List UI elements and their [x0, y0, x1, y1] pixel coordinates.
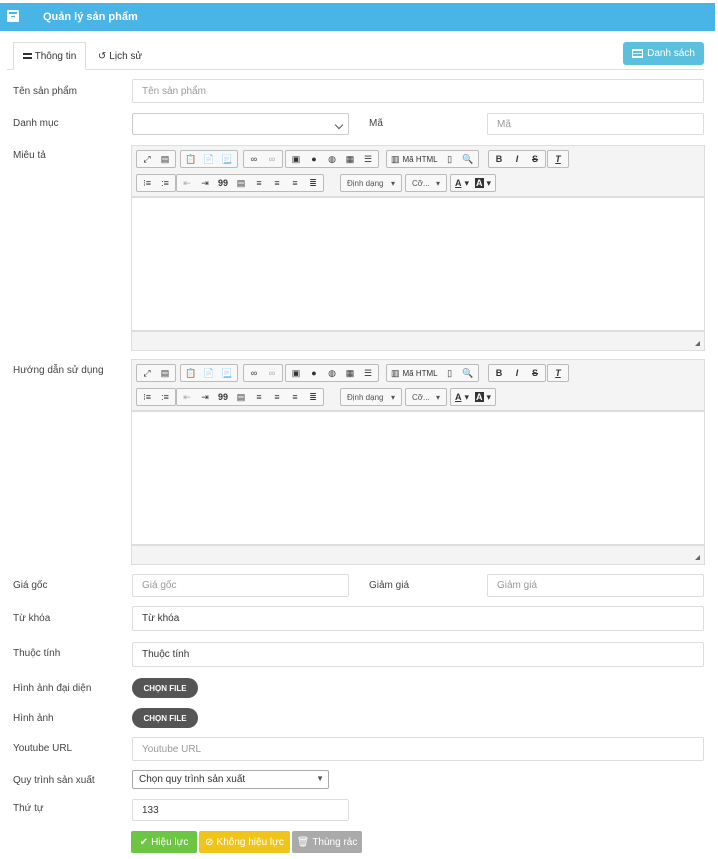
tool-group	[450, 388, 496, 406]
bg-color-button[interactable]: A ▾	[476, 177, 492, 188]
bg-color-icon: A	[476, 178, 483, 188]
editor-statusbar	[131, 545, 705, 565]
code-label: Mã	[369, 118, 383, 129]
description-editor	[131, 145, 705, 351]
images-file-button[interactable]: CHỌN FILE	[132, 708, 198, 728]
flash-icon[interactable]: ●	[311, 368, 317, 378]
paste-word-icon[interactable]: 📃	[221, 367, 233, 378]
text-color-button[interactable]: A ▾	[455, 391, 470, 402]
resize-icon[interactable]	[695, 341, 700, 346]
new-page-icon[interactable]: ▯	[447, 153, 453, 164]
new-page-icon[interactable]: ▯	[447, 367, 453, 378]
show-blocks-icon[interactable]: ▤	[160, 153, 170, 164]
tool-group	[488, 150, 546, 168]
format-label: Định dạng	[347, 392, 384, 402]
bold-button[interactable]: B	[495, 368, 503, 378]
ban-icon: ⊘	[205, 836, 214, 848]
process-select[interactable]	[132, 770, 329, 789]
paste-text-icon[interactable]: 📄	[203, 153, 215, 164]
bg-color-button[interactable]: A ▾	[476, 391, 492, 402]
div-icon[interactable]: ▤	[236, 391, 246, 402]
inactive-label: Không hiệu lực	[216, 836, 284, 848]
check-icon: ✔	[139, 836, 149, 848]
numbered-list-icon[interactable]: ⁝≡	[142, 391, 152, 402]
caret-down-icon: ▾	[390, 178, 395, 188]
maximize-icon[interactable]: ⤢	[143, 367, 151, 378]
keywords-label: Từ khóa	[13, 613, 51, 624]
page-title: Quản lý sản phẩm	[43, 11, 138, 23]
text-color-icon: A	[455, 392, 462, 402]
indent-icon[interactable]: ⇥	[201, 177, 209, 188]
table-icon[interactable]: ▦	[345, 367, 355, 378]
trash-icon: 🗑	[296, 836, 310, 848]
align-center-icon[interactable]: ≡	[274, 392, 280, 402]
caret-down-icon: ▾	[435, 178, 440, 188]
table-icon	[632, 49, 643, 58]
preview-icon[interactable]: 🔍	[462, 367, 474, 378]
tool-group	[180, 150, 238, 168]
name-label: Tên sản phẩm	[13, 86, 77, 97]
blockquote-button[interactable]: 99	[217, 392, 228, 402]
box-icon	[7, 10, 19, 22]
text-color-icon: A	[455, 178, 462, 188]
process-value: Chọn quy trình sản xuất	[139, 774, 246, 785]
strike-button[interactable]: S	[531, 368, 538, 378]
source-icon: ▥	[391, 153, 400, 164]
bg-color-icon: A	[476, 392, 483, 402]
tool-group	[488, 364, 546, 382]
remove-format-icon[interactable]: T	[555, 154, 561, 164]
tool-group	[176, 174, 324, 192]
align-right-icon[interactable]: ≡	[292, 178, 298, 188]
unlink-icon[interactable]: ∞	[268, 368, 276, 378]
editor-toolbar	[131, 359, 705, 411]
price-label: Giá gốc	[13, 580, 48, 591]
text-color-button[interactable]: A ▾	[455, 177, 470, 188]
remove-format-icon[interactable]: T	[555, 368, 561, 378]
source-label: Mã HTML	[402, 368, 438, 378]
indent-icon[interactable]: ⇥	[201, 391, 209, 402]
link-icon[interactable]: ∞	[250, 368, 258, 378]
tool-group	[136, 388, 176, 406]
italic-button[interactable]: I	[515, 368, 519, 378]
name-input[interactable]: Tên sản phẩm	[132, 79, 704, 103]
discount-label: Giảm giá	[369, 580, 410, 591]
size-label: Cỡ...	[412, 178, 430, 188]
align-center-icon[interactable]: ≡	[274, 178, 280, 188]
source-button[interactable]	[388, 151, 441, 167]
size-dropdown[interactable]	[405, 174, 447, 192]
inactive-button[interactable]	[199, 831, 290, 853]
format-label: Định dạng	[347, 178, 384, 188]
process-label: Quy trình sản xuất	[13, 775, 95, 786]
attributes-input[interactable]: Thuộc tính	[132, 642, 704, 667]
caret-down-icon: ▼	[316, 774, 324, 783]
show-blocks-icon[interactable]: ▤	[160, 367, 170, 378]
active-button[interactable]	[131, 831, 197, 853]
description-label: Miêu tả	[13, 150, 46, 161]
outdent-icon[interactable]: ⇤	[183, 177, 191, 188]
maximize-icon[interactable]: ⤢	[143, 153, 151, 164]
caret-down-icon: ▾	[390, 392, 395, 402]
size-label: Cỡ...	[412, 392, 430, 402]
list-button-label: Danh sách	[647, 48, 695, 59]
tool-group	[243, 150, 283, 168]
preview-icon[interactable]: 🔍	[462, 153, 474, 164]
italic-button[interactable]: I	[515, 154, 519, 164]
tool-group	[243, 364, 283, 382]
div-icon[interactable]: ▤	[236, 177, 246, 188]
link-icon[interactable]: ∞	[250, 154, 258, 164]
tool-group	[285, 364, 379, 382]
format-dropdown[interactable]	[340, 174, 402, 192]
description-content[interactable]	[131, 197, 705, 331]
strike-button[interactable]: S	[531, 154, 538, 164]
thumbnail-file-button[interactable]: CHỌN FILE	[132, 678, 198, 698]
resize-icon[interactable]	[695, 555, 700, 560]
tool-group	[547, 150, 569, 168]
tab-info-label: Thông tin	[34, 50, 77, 62]
align-left-icon[interactable]: ≡	[256, 178, 262, 188]
tool-group	[547, 364, 569, 382]
chevron-down-icon	[335, 121, 343, 129]
panel-header	[0, 3, 715, 31]
discount-input[interactable]: Giảm giá	[487, 574, 704, 597]
youtube-input[interactable]: Youtube URL	[132, 737, 704, 761]
history-icon: ↺	[97, 50, 107, 62]
active-label: Hiệu lực	[151, 836, 189, 848]
flash-icon[interactable]: ●	[311, 154, 317, 164]
caret-down-icon: ▾	[435, 392, 440, 402]
source-label: Mã HTML	[402, 154, 438, 164]
guide-label: Hướng dẫn sử dụng	[13, 365, 104, 376]
format-dropdown[interactable]	[340, 388, 402, 406]
price-input[interactable]: Giá gốc	[132, 574, 349, 597]
outdent-icon[interactable]: ⇤	[183, 391, 191, 402]
source-button[interactable]	[388, 365, 441, 381]
tab-history[interactable]	[90, 42, 150, 70]
trash-button[interactable]	[292, 831, 362, 853]
tool-group	[136, 174, 176, 192]
bulleted-list-icon[interactable]: :≡	[161, 392, 169, 402]
unlink-icon[interactable]: ∞	[268, 154, 276, 164]
keywords-input[interactable]: Từ khóa	[132, 606, 704, 631]
source-icon: ▥	[391, 367, 400, 378]
guide-editor	[131, 359, 705, 565]
order-input[interactable]: 133	[132, 799, 349, 821]
guide-content[interactable]	[131, 411, 705, 545]
tool-group	[176, 388, 324, 406]
align-right-icon[interactable]: ≡	[292, 392, 298, 402]
tool-group	[285, 150, 379, 168]
tab-history-label: Lịch sử	[109, 50, 143, 62]
tab-info[interactable]	[13, 42, 86, 70]
paste-icon[interactable]: 📋	[185, 367, 197, 378]
order-label: Thứ tự	[13, 803, 44, 814]
justify-icon[interactable]: ≣	[309, 177, 317, 188]
tool-group	[136, 364, 176, 382]
editor-toolbar	[131, 145, 705, 197]
horizontal-line-icon[interactable]: ☰	[363, 367, 373, 378]
numbered-list-icon[interactable]: ⁝≡	[142, 177, 152, 188]
tool-group	[386, 150, 479, 168]
iframe-icon[interactable]: ◍	[328, 153, 336, 164]
blockquote-button[interactable]: 99	[217, 178, 228, 188]
bulleted-list-icon[interactable]: :≡	[161, 178, 169, 188]
list-icon	[23, 53, 32, 59]
trash-label: Thùng rác	[312, 836, 358, 848]
thumbnail-label: Hình ảnh đại diện	[13, 683, 92, 694]
paste-word-icon[interactable]: 📃	[221, 153, 233, 164]
category-select[interactable]	[132, 113, 349, 135]
image-icon[interactable]: ▣	[291, 367, 301, 378]
images-label: Hình ảnh	[13, 713, 54, 724]
editor-statusbar	[131, 331, 705, 351]
list-button[interactable]	[623, 42, 704, 65]
tool-group	[180, 364, 238, 382]
table-icon[interactable]: ▦	[345, 153, 355, 164]
image-icon[interactable]: ▣	[291, 153, 301, 164]
bold-button[interactable]: B	[495, 154, 503, 164]
youtube-label: Youtube URL	[13, 743, 73, 754]
tool-group	[450, 174, 496, 192]
tool-group	[386, 364, 479, 382]
iframe-icon[interactable]: ◍	[328, 367, 336, 378]
align-left-icon[interactable]: ≡	[256, 392, 262, 402]
attributes-label: Thuộc tính	[13, 648, 61, 659]
horizontal-line-icon[interactable]: ☰	[363, 153, 373, 164]
tool-group	[136, 150, 176, 168]
paste-text-icon[interactable]: 📄	[203, 367, 215, 378]
category-label: Danh mục	[13, 118, 59, 129]
size-dropdown[interactable]	[405, 388, 447, 406]
code-input[interactable]: Mã	[487, 113, 704, 135]
justify-icon[interactable]: ≣	[309, 391, 317, 402]
paste-icon[interactable]: 📋	[185, 153, 197, 164]
